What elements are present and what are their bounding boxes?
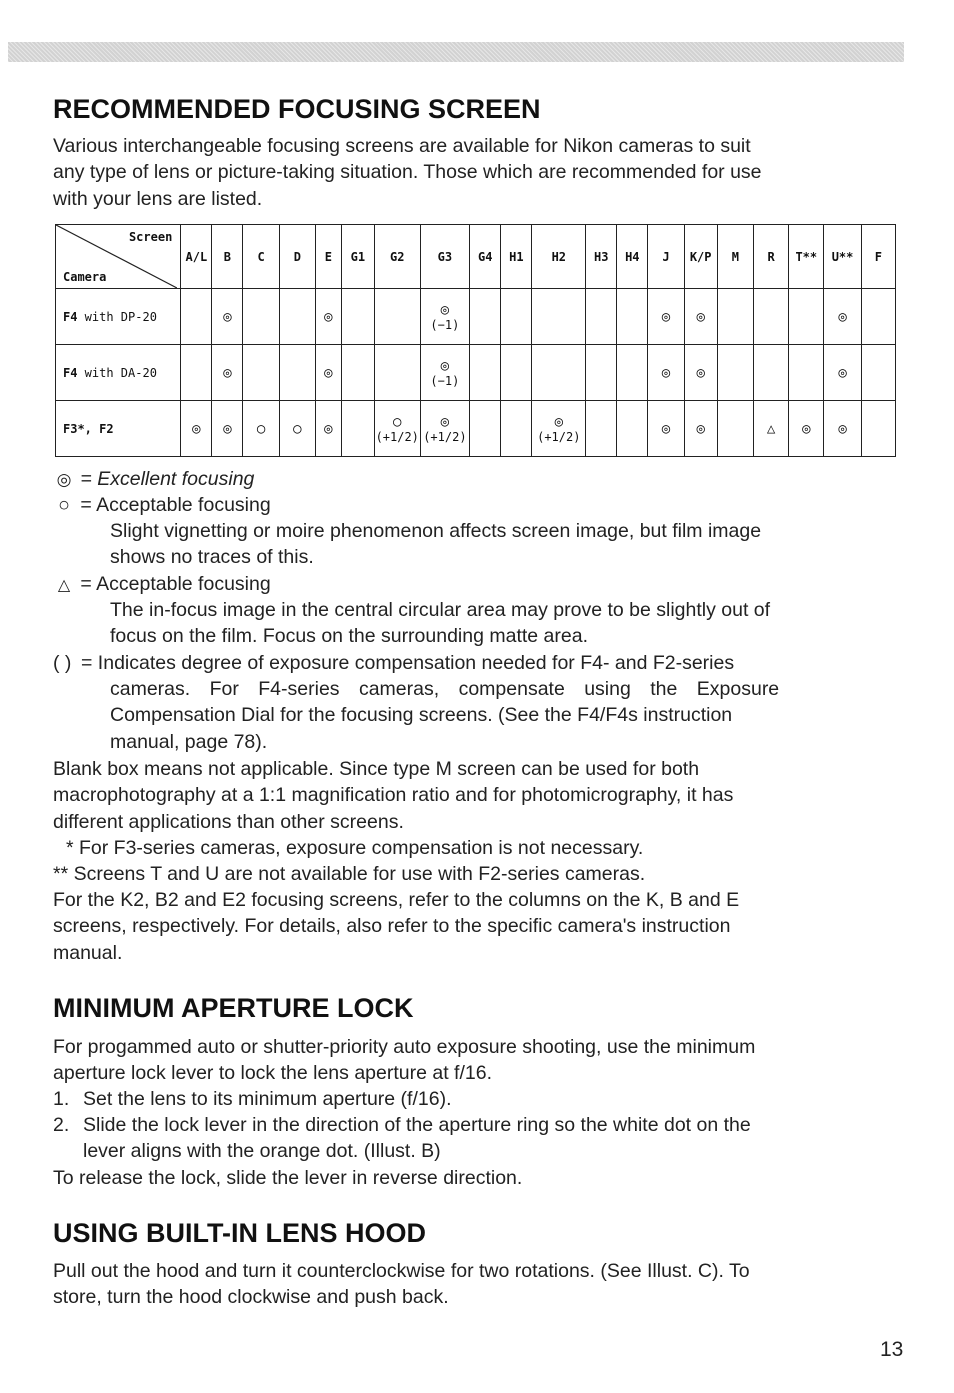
rating-cell xyxy=(315,289,341,345)
rating-cell xyxy=(753,345,788,401)
camera-name: F4 xyxy=(63,365,78,380)
rating-cell xyxy=(279,345,315,401)
camera-finder: with DA-20 xyxy=(77,365,157,380)
camera-name: F4 xyxy=(63,309,78,324)
column-header: J xyxy=(648,225,684,289)
intro-line: Various interchangeable focusing screens are available for Nikon cameras to suit xyxy=(53,135,751,157)
rating-symbol: ◎ xyxy=(324,420,333,437)
intro-line: with your lens are listed. xyxy=(53,187,263,210)
legend-excellent xyxy=(53,466,254,493)
parentheses-symbol: ( ) xyxy=(53,652,72,674)
rating-cell xyxy=(586,289,617,345)
rating-cell xyxy=(501,401,532,457)
rating-cell xyxy=(717,289,753,345)
rating-cell xyxy=(374,345,420,401)
rating-cell xyxy=(753,401,788,457)
footnote-t-u: ** Screens T and U are not available for use with F2-series cameras. xyxy=(53,863,646,885)
rating-symbol: ◎ xyxy=(223,420,232,437)
blank-box-note xyxy=(53,756,903,835)
legend-acceptable xyxy=(53,492,271,518)
rating-cell xyxy=(181,289,212,345)
rating-cell xyxy=(586,345,617,401)
rating-cell xyxy=(341,401,374,457)
rating-symbol: ◎ xyxy=(838,364,847,381)
rating-cell xyxy=(824,289,861,345)
focusing-intro xyxy=(53,133,903,212)
rating-symbol: ◎ xyxy=(838,308,847,325)
rating-cell xyxy=(861,401,895,457)
compensation-value: (+1/2) xyxy=(537,429,581,444)
rating-symbol: ◎ xyxy=(223,308,232,325)
column-header: G1 xyxy=(341,225,374,289)
hood-line: store, turn the hood clockwise and push back. xyxy=(53,1286,449,1309)
rating-cell xyxy=(684,289,717,345)
rating-cell xyxy=(501,289,532,345)
note-line: different applications than other screens. xyxy=(53,810,404,833)
note-line: The in-focus image in the central circular area may prove to be slightly out of xyxy=(110,599,771,621)
column-header: B xyxy=(212,225,243,289)
rating-cell xyxy=(684,345,717,401)
rating-cell xyxy=(243,401,279,457)
rating-cell xyxy=(586,401,617,457)
rating-cell xyxy=(315,345,341,401)
corner-camera-label: Camera xyxy=(63,270,107,284)
compensation-value: (+1/2) xyxy=(423,429,467,444)
rating-cell xyxy=(181,345,212,401)
rating-symbol: ◎ xyxy=(696,308,705,325)
parentheses-text: = Indicates degree of exposure compensation needed for F4- and F2-series xyxy=(81,652,735,674)
camera-name: F3*, F2 xyxy=(63,421,114,436)
step-text: Set the lens to its minimum aperture (f/16). xyxy=(83,1088,452,1110)
note-line: shows no traces of this. xyxy=(110,546,314,569)
note-line: Compensation Dial for the focusing screens. (See the F4/F4s instruction xyxy=(110,704,733,727)
camera-finder: with DP-20 xyxy=(77,309,157,324)
column-header: H4 xyxy=(617,225,648,289)
aperture-intro xyxy=(53,1034,903,1087)
rating-symbol: ◎ xyxy=(440,357,450,374)
step-1 xyxy=(53,1086,451,1112)
column-header: K/P xyxy=(684,225,717,289)
column-header: F xyxy=(861,225,895,289)
focusing-screen-table xyxy=(55,224,896,457)
legend-triangle xyxy=(53,571,271,599)
step-2 xyxy=(53,1112,83,1138)
rating-cell xyxy=(279,401,315,457)
release-note: To release the lock, slide the lever in reverse direction. xyxy=(53,1167,523,1189)
parentheses-note xyxy=(110,676,902,755)
hood-line: Pull out the hood and turn it counterclockwise for two rotations. (See Illust. C). To xyxy=(53,1260,750,1282)
header-bar xyxy=(8,42,904,62)
excellent-text: = Excellent focusing xyxy=(80,468,255,490)
table-corner-header xyxy=(56,225,181,289)
rating-cell xyxy=(532,289,586,345)
rating-cell xyxy=(374,289,420,345)
step-number: 2. xyxy=(53,1114,70,1136)
rating-cell xyxy=(532,345,586,401)
rating-symbol: ◎ xyxy=(192,420,201,437)
rating-cell xyxy=(861,345,895,401)
rating-cell xyxy=(789,401,824,457)
acceptable-text: = Acceptable focusing xyxy=(80,494,271,516)
column-header: G2 xyxy=(374,225,420,289)
rating-cell xyxy=(341,345,374,401)
rating-cell xyxy=(243,289,279,345)
rating-cell xyxy=(789,345,824,401)
column-header: C xyxy=(243,225,279,289)
rating-cell xyxy=(470,345,501,401)
rating-symbol: ◎ xyxy=(661,308,671,325)
rating-cell xyxy=(420,289,470,345)
note-line: Blank box means not applicable. Since type M screen can be used for both xyxy=(53,758,700,780)
note-line: macrophotography at a 1:1 magnification ratio and for photomicrography, it has xyxy=(53,784,734,807)
table-row xyxy=(56,345,896,401)
excellent-symbol: ◎ xyxy=(56,470,72,489)
rating-cell xyxy=(374,401,420,457)
corner-screen-label: Screen xyxy=(128,230,173,244)
rating-symbol: ◎ xyxy=(661,420,671,437)
rating-cell xyxy=(212,289,243,345)
rating-symbol: ◎ xyxy=(324,308,333,325)
rating-cell xyxy=(501,345,532,401)
rating-cell xyxy=(861,289,895,345)
footnote-f3: * For F3-series cameras, exposure compensation is not necessary. xyxy=(66,837,644,859)
column-header: A/L xyxy=(181,225,212,289)
rating-cell xyxy=(470,289,501,345)
compensation-value: (−1) xyxy=(430,317,460,332)
compensation-value: (+1/2) xyxy=(375,429,419,444)
rating-cell xyxy=(420,401,470,457)
rating-cell xyxy=(617,401,648,457)
camera-cell xyxy=(56,401,181,457)
rating-symbol: ◎ xyxy=(440,301,450,318)
note-line: For the K2, B2 and E2 focusing screens, refer to the columns on the K, B and E xyxy=(53,889,740,911)
column-header: G4 xyxy=(470,225,501,289)
rating-cell xyxy=(181,401,212,457)
compensation-value: (−1) xyxy=(430,373,460,388)
note-line: manual. xyxy=(53,941,123,964)
section-title-aperture-lock: MINIMUM APERTURE LOCK xyxy=(53,993,414,1023)
acceptable-note xyxy=(110,518,902,571)
step-2-text xyxy=(83,1112,903,1165)
camera-cell xyxy=(56,345,181,401)
rating-cell xyxy=(243,345,279,401)
triangle-symbol: △ xyxy=(57,577,71,594)
section-title-lens-hood: USING BUILT-IN LENS HOOD xyxy=(53,1218,427,1248)
column-header: R xyxy=(753,225,788,289)
rating-symbol: ◎ xyxy=(223,364,232,381)
rating-cell xyxy=(315,401,341,457)
rating-symbol: ◎ xyxy=(696,420,705,437)
intro-line: any type of lens or picture-taking situation. Those which are recommended for use xyxy=(53,161,762,184)
intro-line: aperture lock lever to lock the lens aperture at f/16. xyxy=(53,1062,492,1085)
note-line: cameras. For F4-series cameras, compensate using the Exposure xyxy=(110,678,780,700)
rating-symbol: ◎ xyxy=(554,413,563,430)
rating-symbol: ◎ xyxy=(696,364,705,381)
rating-cell xyxy=(617,345,648,401)
column-header: H3 xyxy=(586,225,617,289)
rating-symbol: ◎ xyxy=(324,364,333,381)
column-header: H1 xyxy=(501,225,532,289)
rating-symbol: ◎ xyxy=(802,420,811,437)
rating-cell xyxy=(717,345,753,401)
page-number: 13 xyxy=(880,1338,904,1361)
section-title-focusing-screen: RECOMMENDED FOCUSING SCREEN xyxy=(53,94,541,124)
rating-cell xyxy=(789,289,824,345)
step-line: Slide the lock lever in the direction of the aperture ring so the white dot on the xyxy=(83,1114,751,1136)
rating-symbol: ◎ xyxy=(440,413,450,430)
column-header: D xyxy=(279,225,315,289)
column-header: M xyxy=(717,225,753,289)
triangle-text: = Acceptable focusing xyxy=(80,573,271,595)
column-header: T** xyxy=(789,225,824,289)
rating-cell xyxy=(470,401,501,457)
rating-cell xyxy=(717,401,753,457)
step-line: lever aligns with the orange dot. (Illust. B) xyxy=(83,1140,441,1163)
column-header: E xyxy=(315,225,341,289)
lens-hood-text xyxy=(53,1258,903,1311)
note-line: focus on the film. Focus on the surrounding matte area. xyxy=(110,625,589,648)
rating-cell xyxy=(532,401,586,457)
table-row xyxy=(56,401,896,457)
camera-cell xyxy=(56,289,181,345)
rating-symbol: ◎ xyxy=(661,364,671,381)
legend-parentheses xyxy=(53,650,903,676)
k2-note xyxy=(53,887,903,966)
rating-cell xyxy=(212,401,243,457)
triangle-note xyxy=(110,597,902,650)
intro-line: For progammed auto or shutter-priority auto exposure shooting, use the minimum xyxy=(53,1036,756,1058)
rating-symbol: ○ xyxy=(256,420,266,437)
rating-symbol: ○ xyxy=(393,413,402,430)
rating-cell xyxy=(617,289,648,345)
rating-symbol: ◎ xyxy=(838,420,847,437)
rating-cell xyxy=(648,345,684,401)
rating-cell xyxy=(648,401,684,457)
column-header: U** xyxy=(824,225,861,289)
note-line: manual, page 78). xyxy=(110,730,268,753)
rating-cell xyxy=(684,401,717,457)
rating-cell xyxy=(341,289,374,345)
rating-cell xyxy=(824,401,861,457)
rating-cell xyxy=(753,289,788,345)
rating-symbol: ○ xyxy=(293,420,302,437)
note-line: Slight vignetting or moire phenomenon affects screen image, but film image xyxy=(110,520,762,542)
column-header: G3 xyxy=(420,225,470,289)
acceptable-symbol: ○ xyxy=(58,494,70,516)
table-row xyxy=(56,289,896,345)
rating-cell xyxy=(824,345,861,401)
column-header: H2 xyxy=(532,225,586,289)
rating-cell xyxy=(420,345,470,401)
rating-cell xyxy=(648,289,684,345)
rating-symbol: △ xyxy=(766,420,776,437)
rating-cell xyxy=(279,289,315,345)
rating-cell xyxy=(212,345,243,401)
step-number: 1. xyxy=(53,1088,70,1110)
note-line: screens, respectively. For details, also refer to the specific camera's instruction xyxy=(53,915,731,938)
